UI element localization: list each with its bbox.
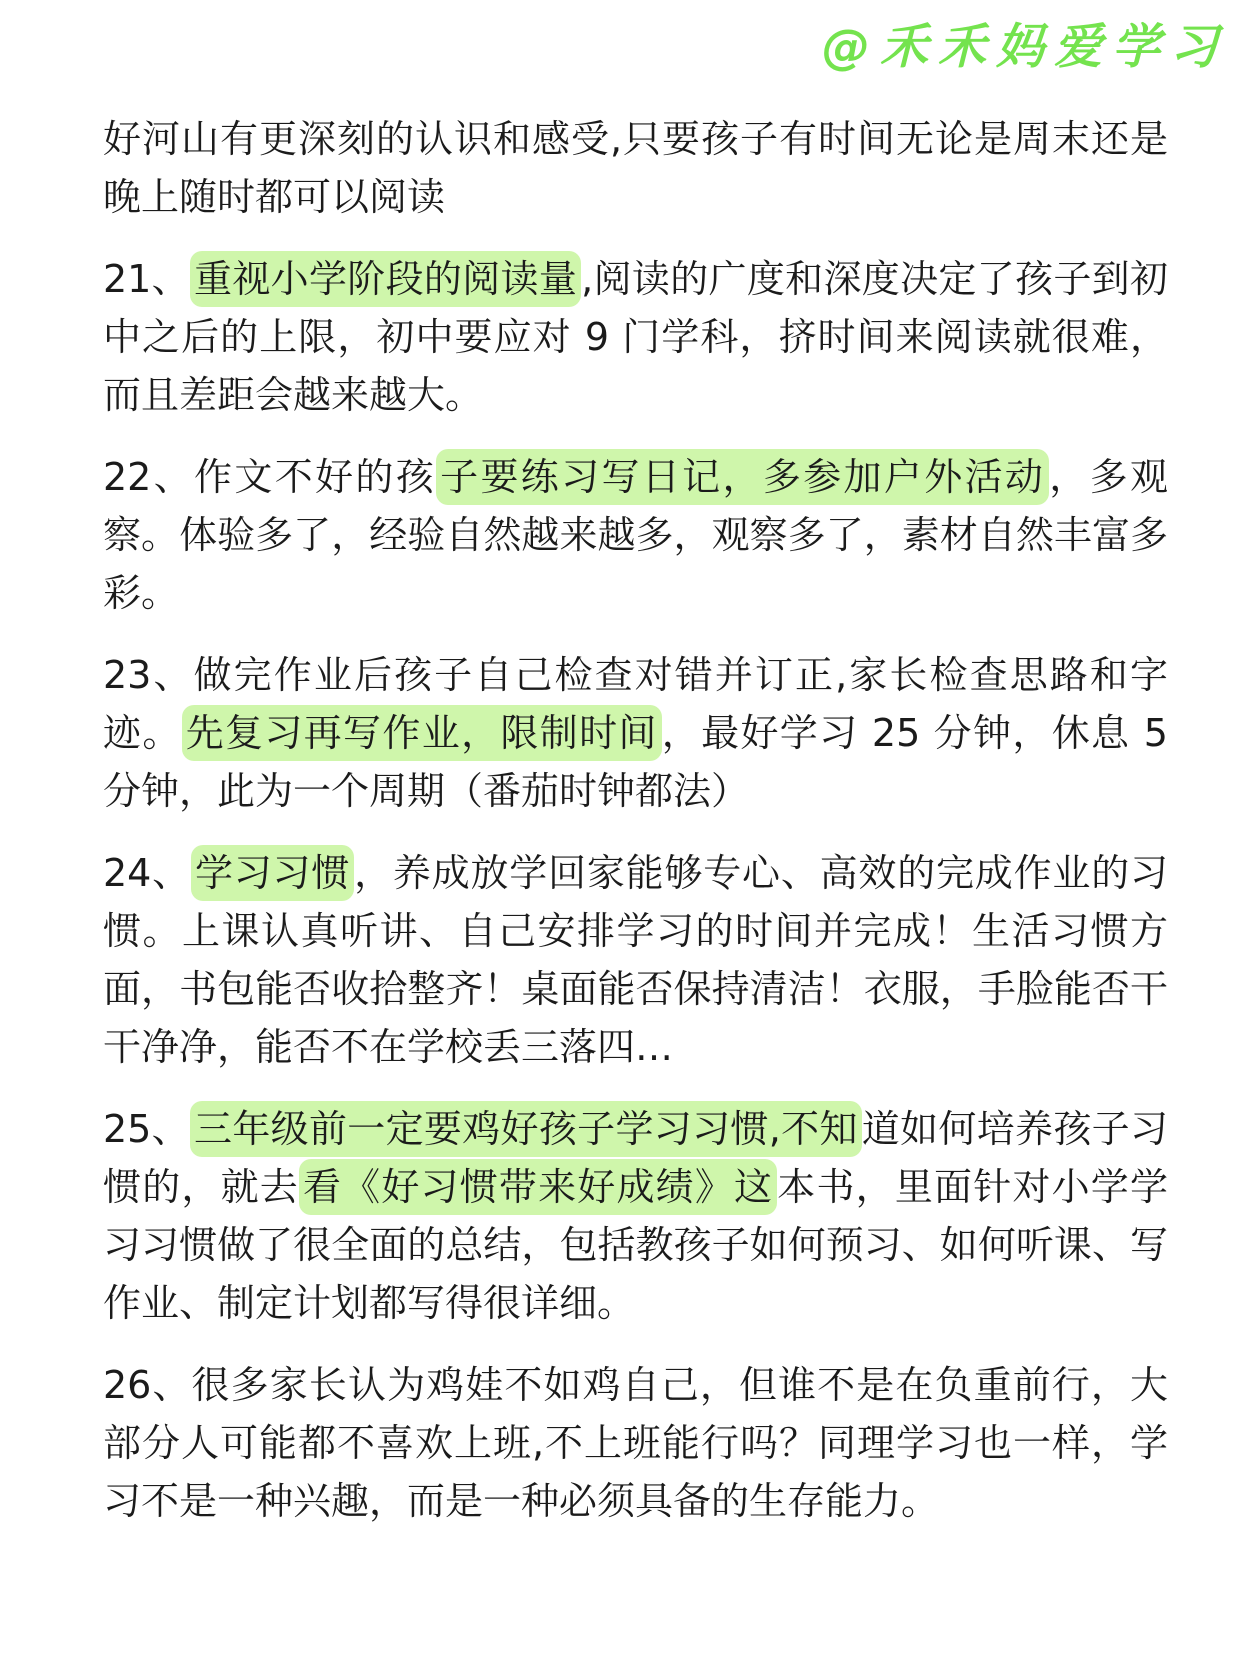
- text-segment: 21、: [103, 257, 190, 301]
- paragraph: [103, 1100, 1168, 1332]
- text-segment: 23、做完作业后孩子自己检查对错并订正,家长检查思路和字迹。: [103, 653, 1168, 755]
- text-segment: 道如何培养孩子习惯的，就去: [103, 1107, 1168, 1209]
- paragraph: [103, 448, 1168, 622]
- text-segment: 25、: [103, 1107, 190, 1151]
- text-segment: ,阅读的广度和深度决定了孩子到初中之后的上限，初中要应对 9 门学科，挤时间来阅读就很难，而且差距会越来越大。: [103, 257, 1168, 417]
- paragraph: [103, 250, 1168, 424]
- highlighted-text: 学习习惯: [191, 845, 354, 901]
- paragraph: [103, 646, 1168, 820]
- text-segment: 24、: [103, 851, 191, 895]
- paragraph: [103, 110, 1168, 226]
- highlighted-text: 子要练习写日记，多参加户外活动: [436, 449, 1049, 505]
- paragraph: [103, 1356, 1168, 1530]
- highlighted-text: 重视小学阶段的阅读量: [190, 251, 581, 307]
- highlighted-text: 看《好习惯带来好成绩》这: [299, 1159, 777, 1215]
- text-segment: ，最好学习 25 分钟，休息 5 分钟，此为一个周期（番茄时钟都法）: [103, 711, 1168, 813]
- article-body: [103, 110, 1168, 1530]
- text-segment: ，多观察。体验多了，经验自然越来越多，观察多了，素材自然丰富多彩。: [103, 455, 1168, 615]
- text-segment: 26、很多家长认为鸡娃不如鸡自己，但谁不是在负重前行，大部分人可能都不喜欢上班,不上班能行吗？同理学习也一样，学习不是一种兴趣，而是一种必须具备的生存能力。: [103, 1363, 1168, 1523]
- highlighted-text: 先复习再写作业，限制时间: [182, 705, 662, 761]
- text-segment: 本书，里面针对小学学习习惯做了很全面的总结，包括教孩子如何预习、如何听课、写作业、制定计划都写得很详细。: [103, 1165, 1168, 1325]
- text-segment: 好河山有更深刻的认识和感受,只要孩子有时间无论是周末还是晚上随时都可以阅读: [103, 117, 1168, 219]
- text-segment: ，养成放学回家能够专心、高效的完成作业的习惯。上课认真听讲、自己安排学习的时间并完成！生活习惯方面，书包能否收拾整齐！桌面能否保持清洁！衣服，手脸能否干干净净，能否不在学校丢三落四…: [103, 851, 1168, 1069]
- highlighted-text: 三年级前一定要鸡好孩子学习习惯,不知: [190, 1101, 862, 1157]
- text-segment: 22、作文不好的孩: [103, 455, 437, 499]
- watermark-author: @禾禾妈爱学习: [821, 19, 1228, 75]
- paragraph: [103, 844, 1168, 1076]
